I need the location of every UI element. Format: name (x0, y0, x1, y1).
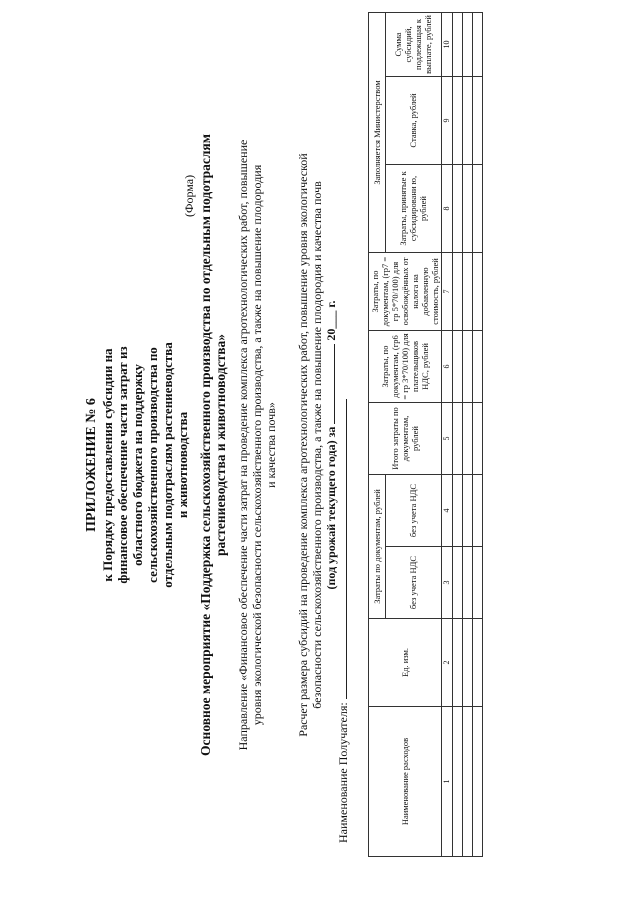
table-cell[interactable] (463, 547, 473, 619)
table-cell[interactable] (463, 707, 473, 857)
header-expense-name: Наименование расходов (369, 707, 442, 857)
table-cell[interactable] (463, 474, 473, 546)
form-label: (Форма) (182, 174, 196, 217)
column-number: 1 (442, 707, 453, 857)
header-subsidy-amount: Сумма субсидий, подлежащая к выплате, рублей (385, 12, 441, 76)
header-rate: Ставка, рублей (385, 76, 441, 164)
table-cell[interactable] (453, 12, 463, 76)
table-cell[interactable] (463, 402, 473, 474)
header-accepted-costs: Затраты, принятые к субсидировани ю, рублей (385, 164, 441, 252)
table-cell[interactable] (463, 164, 473, 252)
appendix-line: к Порядку предоставления субсидии на (100, 348, 115, 582)
appendix-header (84, 85, 190, 845)
table-cell[interactable] (453, 164, 463, 252)
column-number: 2 (442, 619, 453, 707)
header-costs-vat-exempt: Затраты, по документам, (гр7 = гр 5*70/100) для освобождённых от налога на добавленную стоимость, рублей (369, 252, 442, 330)
table-cell[interactable] (463, 619, 473, 707)
table-row (463, 12, 473, 856)
column-number: 4 (442, 474, 453, 546)
recipient-field[interactable] (336, 399, 347, 699)
table-cell[interactable] (453, 402, 463, 474)
table-cell[interactable] (453, 252, 463, 330)
period-year: 20___ г. (324, 300, 338, 341)
header-unit: Ед. изм. (369, 619, 442, 707)
header-without-vat: без учета НДС (385, 474, 441, 546)
appendix-line: финансовое обеспечение части затрат из (115, 346, 130, 584)
table-row (473, 12, 483, 856)
period-prefix: (под урожай текущего года) за (324, 426, 338, 590)
calculation-line: безопасности сельскохозяйственного производства, а также на повышение плодородия и качества почв (310, 181, 324, 709)
appendix-line: областного бюджета на поддержку (130, 364, 145, 566)
table-cell[interactable] (473, 330, 483, 402)
column-number: 5 (442, 402, 453, 474)
column-number: 6 (442, 330, 453, 402)
main-event-title (198, 25, 228, 865)
header-ministry: Заполняется Министерством (369, 12, 386, 252)
table-cell[interactable] (453, 707, 463, 857)
recipient-label: Наименование Получателя: (336, 702, 350, 843)
column-number: 8 (442, 164, 453, 252)
header-costs-vat-payer: Затраты, по документам, (гр6 = гр 3*70/100) для плательщиков НДС, рублей (369, 330, 442, 402)
main-event-line: Основное мероприятие «Поддержка сельскохозяйственного производства по отдельным подотраслям (198, 134, 213, 756)
table-cell[interactable] (473, 619, 483, 707)
table-cell[interactable] (473, 164, 483, 252)
column-number: 10 (442, 12, 453, 76)
column-numbers-row (442, 12, 453, 856)
table-cell[interactable] (473, 707, 483, 857)
table-cell[interactable] (453, 76, 463, 164)
subsidy-table (368, 12, 483, 857)
table-cell[interactable] (463, 330, 473, 402)
appendix-line: сельскохозяйственного производства по (145, 347, 160, 583)
direction-line: и качества почв» (264, 402, 278, 488)
table-cell[interactable] (463, 252, 473, 330)
column-number: 3 (442, 547, 453, 619)
appendix-line: отдельным подотраслям растениеводства (160, 342, 175, 588)
column-number: 9 (442, 76, 453, 164)
main-event-line: растениеводства и животноводства» (213, 334, 228, 556)
table-cell[interactable] (463, 12, 473, 76)
calculation-text (296, 25, 338, 865)
table-cell[interactable] (473, 402, 483, 474)
direction-line: уровня экологической безопасности сельскохозяйственного производства, а также на повышение плодородия (250, 164, 264, 726)
appendix-title: ПРИЛОЖЕНИЕ № 6 (84, 398, 99, 532)
period-blank[interactable] (324, 344, 335, 424)
table-row (453, 12, 463, 856)
calculation-line: Расчет размера субсидий на проведение комплекса агротехнологических работ, повышение уровня экологической (296, 153, 310, 737)
table-cell[interactable] (473, 547, 483, 619)
header-with-vat: без учета НДС (385, 547, 441, 619)
direction-text (236, 25, 278, 865)
header-costs-by-documents: Затраты по документам, рублей (369, 474, 386, 618)
table-cell[interactable] (453, 330, 463, 402)
table-cell[interactable] (463, 76, 473, 164)
table-cell[interactable] (473, 76, 483, 164)
recipient-row (336, 399, 351, 843)
table-cell[interactable] (473, 252, 483, 330)
table-cell[interactable] (473, 474, 483, 546)
direction-line: Направление «Финансовое обеспечение части затрат на проведение комплекса агротехнологических работ, повышение (236, 139, 250, 751)
table-cell[interactable] (453, 547, 463, 619)
header-total-costs: Итого затраты по документам, рублей (369, 402, 442, 474)
table-cell[interactable] (453, 474, 463, 546)
appendix-line: и животноводства (175, 411, 190, 519)
table-cell[interactable] (453, 619, 463, 707)
table-cell[interactable] (473, 12, 483, 76)
column-number: 7 (442, 252, 453, 330)
